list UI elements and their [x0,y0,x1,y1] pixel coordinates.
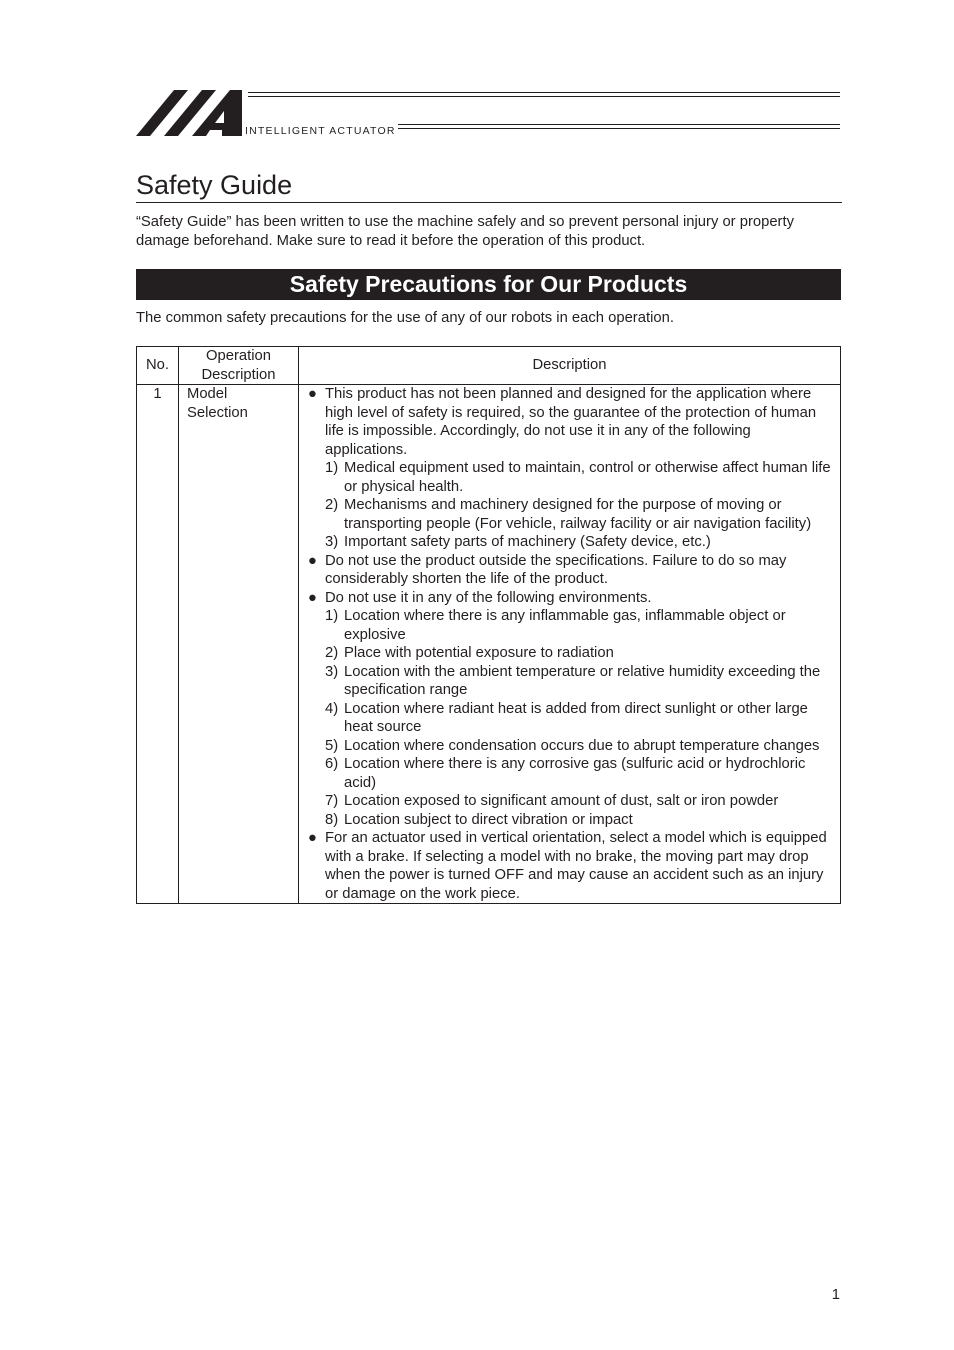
row-description [299,385,841,904]
header-rule [248,96,840,97]
table-header-row [137,347,841,385]
list-item [325,496,834,533]
item-text: Medical equipment used to maintain, control or otherwise affect human life or physical health. [344,460,831,495]
bullet-item [308,589,834,830]
bullet-text: Do not use it in any of the following environments. [325,589,652,606]
item-text: Mechanisms and machinery designed for the purpose of moving or transporting people (For vehicle, railway facility or air navigation facility) [344,497,812,532]
header-rule [398,128,840,129]
page-number: 1 [831,1287,840,1303]
item-text: Location where radiant heat is added from direct sunlight or other large heat source [344,700,808,735]
bullet-item [308,829,834,903]
iai-logo [136,90,242,136]
header-rule [248,92,840,93]
header-operation [179,347,299,385]
bullet-symbol: ● [308,589,317,606]
item-number: 5) [325,737,339,754]
item-text: Location where there is any inflammable gas, inflammable object or explosive [344,608,786,643]
numbered-list [325,607,834,829]
safety-table [136,346,841,904]
bullet-symbol: ● [308,830,317,846]
section-lead: The common safety precautions for the use of any of our robots in each operation. [136,310,674,326]
list-item [325,700,834,737]
list-item [325,737,834,756]
header-rule [398,124,840,125]
item-text: Location where condensation occurs due to abrupt temperature changes [344,737,820,754]
item-number: 6) [325,756,339,772]
header-operation-line1: Operation [206,348,271,364]
bullet-symbol: ● [308,386,317,402]
header-description: Description [299,347,841,385]
list-item [325,755,834,792]
intro-paragraph: “Safety Guide” has been written to use the machine safely and so prevent personal injury or property damage beforehand. Make sure to read it before the operation of this product. [136,214,794,249]
header-operation-line2: Description [201,366,276,383]
row-no: 1 [137,385,179,904]
table-row [137,385,841,904]
bullet-item [308,552,834,589]
bullet-list [308,385,834,903]
item-number: 1) [325,460,339,476]
item-number: 1) [325,608,339,624]
section-title: Safety Precautions for Our Products [136,269,841,300]
list-item [325,459,834,496]
list-item [325,533,834,552]
item-text: Location where there is any corrosive gas (sulfuric acid or hydrochloric acid) [344,756,806,791]
list-item [325,811,834,830]
list-item [325,644,834,663]
item-number: 8) [325,811,339,828]
row-operation [179,385,299,904]
page-title: Safety Guide [136,168,842,203]
numbered-list [325,459,834,552]
list-item [325,607,834,644]
item-text: Location exposed to significant amount of dust, salt or iron powder [344,793,779,809]
bullet-text: Do not use the product outside the specifications. Failure to do so may considerably shorten the life of the product. [325,552,787,587]
list-item [325,663,834,700]
list-item [325,792,834,811]
item-number: 2) [325,645,339,661]
header-no: No. [137,347,179,385]
bullet-symbol: ● [308,552,317,569]
item-number: 4) [325,700,339,717]
bullet-item [308,385,834,552]
item-number: 3) [325,663,339,680]
item-number: 7) [325,793,339,809]
item-text: Place with potential exposure to radiation [344,645,614,661]
row-operation-line1: Model [187,386,228,402]
row-operation-line2: Selection [187,404,248,421]
item-number: 3) [325,534,339,550]
bullet-text: For an actuator used in vertical orientation, select a model which is equipped with a brake. If selecting a model with no brake, the moving part may drop when the power is turned OFF and may cause an accident such as an injury or damage on the work piece. [325,830,827,902]
header [136,90,840,136]
item-text: Important safety parts of machinery (Safety device, etc.) [344,534,711,550]
item-number: 2) [325,497,339,513]
item-text: Location with the ambient temperature or relative humidity exceeding the specification range [344,663,821,698]
bullet-text: This product has not been planned and designed for the application where high level of safety is required, so the guarantee of the protection of human life is impossible. Accordingly, do not use it in any of the following applications. [325,386,817,458]
brand-text: INTELLIGENT ACTUATOR [245,125,396,137]
item-text: Location subject to direct vibration or impact [344,811,633,828]
